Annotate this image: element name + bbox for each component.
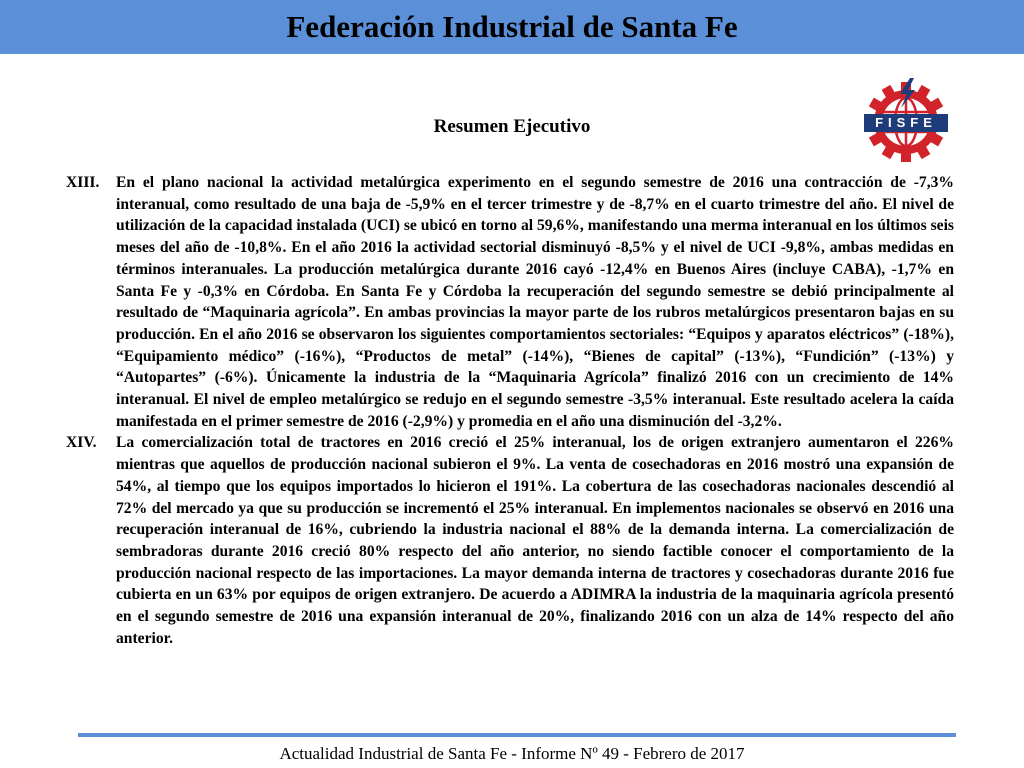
section-title: Resumen Ejecutivo bbox=[433, 116, 591, 137]
item-paragraph: La comercialización total de tractores en 2016 creció el 25% interanual, los de origen extranjero aumentaron el 226% mientras que aquellos de producción nacional subieron el 9%. La venta de cosechadoras en 2016 mostró una expansión de 54%, al tiempo que los equipos importados lo hicieron el 191%. La cobertura de las cosechadoras nacionales descendió al 72% del mercado ya que su producción se incrementó el 25% interanual. En implementos nacionales se observó en 2016 una recuperación interanual de 16%, cubriendo la industria nacional el 88% de la demanda interna. La comercialización de sembradoras durante 2016 creció 80% respecto del año anterior, no siendo factible conocer el comportamiento de la producción nacional respecto de las importaciones. La mayor demanda interna de tractores y cosechadoras durante 2016 fue cubierta en un 63% por equipos de origen extranjero. De acuerdo a ADIMRA la industria de la maquinaria agrícola presentó en el segundo semestre de 2016 una expansión interanual de 20%, finalizando 2016 con un alza de 14% respecto del año anterior. bbox=[116, 434, 954, 647]
footer-caption: Actualidad Industrial de Santa Fe - Informe Nº 49 - Febrero de 2017 bbox=[279, 744, 745, 763]
logo-wordmark: FISFE bbox=[875, 115, 937, 130]
item-number: XIV. bbox=[66, 434, 97, 452]
fisfe-logo bbox=[858, 78, 954, 162]
page-title: Federación Industrial de Santa Fe bbox=[286, 9, 738, 44]
footer-divider bbox=[78, 733, 956, 737]
item-number: XIII. bbox=[66, 174, 100, 191]
summary-item-xiv bbox=[66, 432, 954, 649]
summary-content bbox=[66, 172, 954, 649]
summary-item-xiii bbox=[66, 172, 954, 432]
item-paragraph: En el plano nacional la actividad metalúrgica experimento en el segundo semestre de 2016 una contracción de -7,3% interanual, como resultado de una baja de -5,9% en el tercer trimestre y de -8,7% en el cuarto trimestre del año. El nivel de utilización de la capacidad instalada (UCI) se ubicó en torno al 59,6%, manifestando una merma interanual en los últimos seis meses del año de -10,8%. En el año 2016 la actividad sectorial disminuyó -8,5% y el nivel de UCI -9,8%, ambas medidas en términos interanuales. La producción metalúrgica durante 2016 cayó -12,4% en Buenos Aires (incluye CABA), -1,7% en Santa Fe y -0,3% en Córdoba. En Santa Fe y Córdoba la recuperación del segundo semestre se debió principalmente al resultado de “Maquinaria agrícola”. En ambas provincias la mayor parte de los rubros metalúrgicos presentaron bajas en su producción. En el año 2016 se observaron los siguientes comportamientos sectoriales: “Equipos y aparatos eléctricos” (-18%), “Equipamiento médico” (-16%), “Productos de metal” (-14%), “Bienes de capital” (-13%), “Fundición” (-13%) y “Autopartes” (-6%). Únicamente la industria de la “Maquinaria Agrícola” finalizó 2016 con un crecimiento de 14% interanual. El nivel de empleo metalúrgico se redujo en el segundo semestre -3,5% interanual. Este resultado acelera la caída manifestada en el primer semestre de 2016 (-2,9%) y promedia en el año una disminución del -3,2%. bbox=[116, 174, 954, 430]
